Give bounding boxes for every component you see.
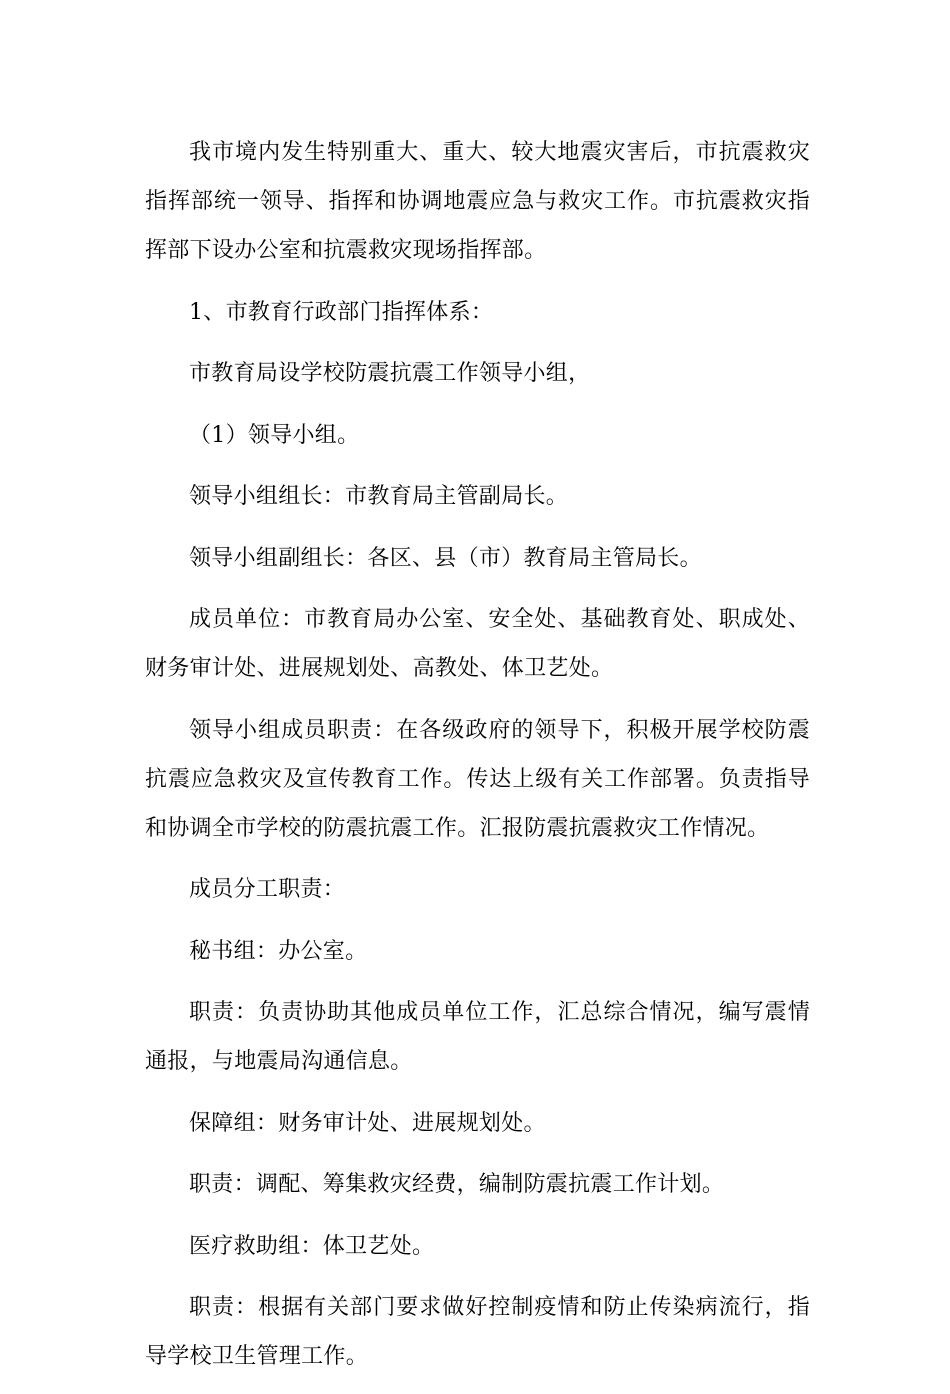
paragraph-member-duties: 领导小组成员职责：在各级政府的领导下，积极开展学校防震抗震应急救灾及宣传教育工作。传达上级有关工作部署。负责指导和协调全市学校的防震抗震工作。汇报防震抗震救灾工作情况。 <box>145 717 810 841</box>
paragraph-support-duties: 职责：调配、筹集救灾经费，编制防震抗震工作计划。 <box>189 1172 725 1197</box>
paragraph-medical-group: 医疗救助组：体卫艺处。 <box>189 1233 435 1259</box>
paragraph-secretariat-group: 秘书组：办公室。 <box>189 938 368 964</box>
paragraph-group-leader: 领导小组组长：市教育局主管副局长。 <box>189 484 569 509</box>
paragraph-deputy-leader: 领导小组副组长：各区、县（市）教育局主管局长。 <box>189 545 702 571</box>
heading-leading-group: （1）领导小组。 <box>189 422 360 448</box>
heading-command-system: 1、市教育行政部门指挥体系： <box>189 299 494 325</box>
paragraph-secretariat-duties: 职责：负责协助其他成员单位工作，汇总综合情况，编写震情通报，与地震局沟通信息。 <box>145 1000 810 1074</box>
heading-division-of-duties: 成员分工职责： <box>189 877 346 902</box>
paragraph-support-group: 保障组：财务审计处、进展规划处。 <box>189 1110 546 1136</box>
paragraph-medical-duties: 职责：根据有关部门要求做好控制疫情和防止传染病流行，指导学校卫生管理工作。 <box>145 1295 810 1369</box>
paragraph-member-units: 成员单位：市教育局办公室、安全处、基础教育处、职成处、财务审计处、进展规划处、高教处、体卫艺处。 <box>145 607 810 681</box>
paragraph-intro: 我市境内发生特别重大、重大、较大地震灾害后，市抗震救灾指挥部统一领导、指挥和协调地震应急与救灾工作。市抗震救灾指挥部下设办公室和抗震救灾现场指挥部。 <box>145 140 810 263</box>
document-page <box>145 128 810 1394</box>
paragraph-leading-group-setup: 市教育局设学校防震抗震工作领导小组， <box>189 361 591 386</box>
